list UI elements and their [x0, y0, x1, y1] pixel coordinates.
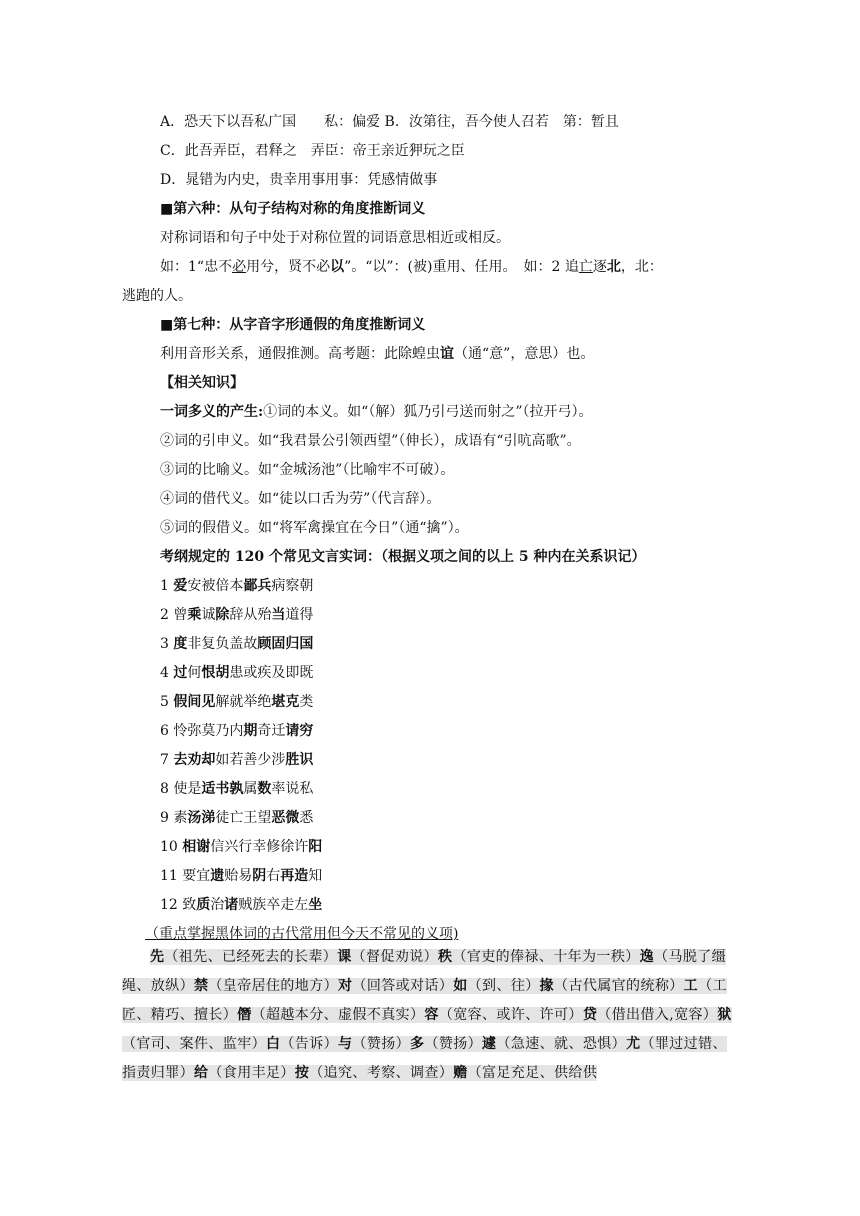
- glossary-term: 如: [453, 978, 468, 994]
- word-row: 3 度非复负盖故顾固归国: [160, 636, 314, 652]
- option-d: D．晁错为内史，贵幸用事用事：凭感情做事: [160, 172, 438, 188]
- glossary-term: 贷: [582, 1007, 598, 1023]
- word-row: 5 假间见解就举绝堪克类: [160, 694, 314, 710]
- glossary-term: 禁: [194, 978, 209, 994]
- glossary-meaning: （官吏的俸禄、十年为一秩）: [452, 949, 640, 965]
- glossary-meaning: （罪过过错、指责归罪）: [122, 1036, 727, 1081]
- glossary-term: 狱: [717, 1007, 732, 1023]
- option-c: C．此吾弄臣，君释之 弄臣：帝王亲近狎玩之臣: [160, 143, 465, 159]
- section6-example: 如：1“忠不必用兮，贤不必以”。“以”：(被)重用、任用。 如：2 追亡逐北，北：: [160, 259, 663, 275]
- glossary-meaning: （督促劝说）: [351, 949, 439, 965]
- glossary-term: 尤: [626, 1036, 641, 1052]
- word-row: 9 素汤涕徒亡王望恶微悉: [160, 810, 314, 826]
- glossary-meaning: （追究、考察、调查）: [309, 1065, 454, 1081]
- section6-example-cont: 逃跑的人。: [122, 288, 192, 304]
- glossary-term: 赡: [453, 1065, 468, 1081]
- glossary-meaning: （急速、就、恐惧）: [496, 1036, 627, 1052]
- glossary-meaning: （官司、案件、监牢）: [122, 1036, 266, 1052]
- glossary-meaning: （赞扬）: [424, 1036, 483, 1052]
- glossary-meaning: （马脱了缰绳、放纵）: [122, 949, 727, 994]
- word-row: 6 怜弥莫乃内期奇迁请穷: [160, 723, 314, 739]
- glossary-meaning: （赞扬）: [352, 1036, 411, 1052]
- glossary-paragraph: [122, 943, 734, 1088]
- glossary-term: 遽: [482, 1036, 497, 1052]
- glossary-meaning: （食用丰足）: [208, 1065, 295, 1081]
- glossary-term: 工: [683, 978, 699, 994]
- polysemy-line: 一词多义的产生:①词的本义。如“（解）狐乃引弓送而射之”（拉开弓）。: [160, 404, 593, 420]
- section7-heading: ■第七种：从字音字形通假的角度推断词义: [160, 317, 426, 333]
- glossary-term: 容: [424, 1007, 439, 1023]
- related-item: ④词的借代义。如“徒以口舌为劳”（代言辞）。: [160, 491, 441, 507]
- glossary-meaning: （回答或对话）: [352, 978, 454, 994]
- glossary-meaning: （宽容、或许、许可）: [438, 1007, 583, 1023]
- word-row: 1 爱安被倍本鄙兵病察朝: [160, 578, 314, 594]
- word-row: 2 曾乘诚除辞从殆当道得: [160, 607, 314, 623]
- glossary-term: 对: [338, 978, 353, 994]
- word-row: 4 过何恨胡患或疾及即既: [160, 665, 314, 681]
- word-row: 7 去劝却如若善少涉胜识: [160, 752, 314, 768]
- section6-heading: ■第六种：从句子结构对称的角度推断词义: [160, 201, 426, 217]
- word-row: 8 使是适书孰属数率说私: [160, 781, 314, 797]
- option-a-b: A．恐天下以吾私广国 私：偏爱 B．汝第往，吾今使人召若 第：暂且: [160, 114, 619, 130]
- glossary-meaning: （借出借入,宽容）: [597, 1007, 718, 1023]
- word-row: 12 致质治诸贼族卒走左坐: [160, 897, 323, 913]
- glossary-meaning: （皇帝居住的地方）: [208, 978, 339, 994]
- glossary-term: 按: [294, 1065, 310, 1081]
- glossary-term: 逸: [639, 949, 655, 965]
- section7-desc: 利用音形关系，通假推测。高考题：此除蝗虫谊（通“意”，意思）也。: [160, 346, 595, 362]
- glossary-term: 白: [266, 1036, 281, 1052]
- related-heading: 【相关知识】: [160, 375, 244, 391]
- glossary-meaning: （富足充足、供给供: [467, 1065, 598, 1081]
- glossary-meaning: （到、往）: [467, 978, 540, 994]
- section6-desc: 对称词语和句子中处于对称位置的词语意思相近或相反。: [160, 230, 510, 246]
- syllabus-heading: 考纲规定的 120 个常见文言实词：（根据义项之间的以上 5 种内在关系识记）: [160, 549, 646, 565]
- glossary-term: 多: [410, 1036, 425, 1052]
- glossary-term: 给: [194, 1065, 209, 1081]
- related-item: ②词的引申义。如“我君景公引领西望”（伸长），成语有“引吭高歌”。: [160, 433, 581, 449]
- note-line: （重点掌握黑体词的古代常用但今天不常见的义项): [145, 926, 459, 942]
- glossary-term: 与: [338, 1036, 353, 1052]
- related-item: ③词的比喻义。如“金城汤池”（比喻牢不可破）。: [160, 462, 455, 478]
- related-item: ⑤词的假借义。如“将军禽操宜在今日”（通“擒”）。: [160, 520, 469, 536]
- glossary-term: 课: [337, 949, 352, 965]
- glossary-meaning: （工匠、精巧、擅长）: [122, 978, 727, 1023]
- word-row: 10 相谢信兴行幸修徐许阳: [160, 839, 323, 855]
- glossary-term: 掾: [539, 978, 555, 994]
- glossary-meaning: （告诉）: [280, 1036, 339, 1052]
- glossary-meaning: （祖先、已经死去的长辈）: [164, 949, 338, 965]
- glossary-meaning: （古代属官的统称）: [554, 978, 684, 994]
- glossary-term: 僭: [237, 1007, 252, 1023]
- word-row: 11 要宜遗贻易阴右再造知: [160, 868, 323, 884]
- glossary-term: 秩: [438, 949, 453, 965]
- glossary-term: 先: [150, 949, 165, 965]
- glossary-meaning: （超越本分、虚假不真实）: [251, 1007, 425, 1023]
